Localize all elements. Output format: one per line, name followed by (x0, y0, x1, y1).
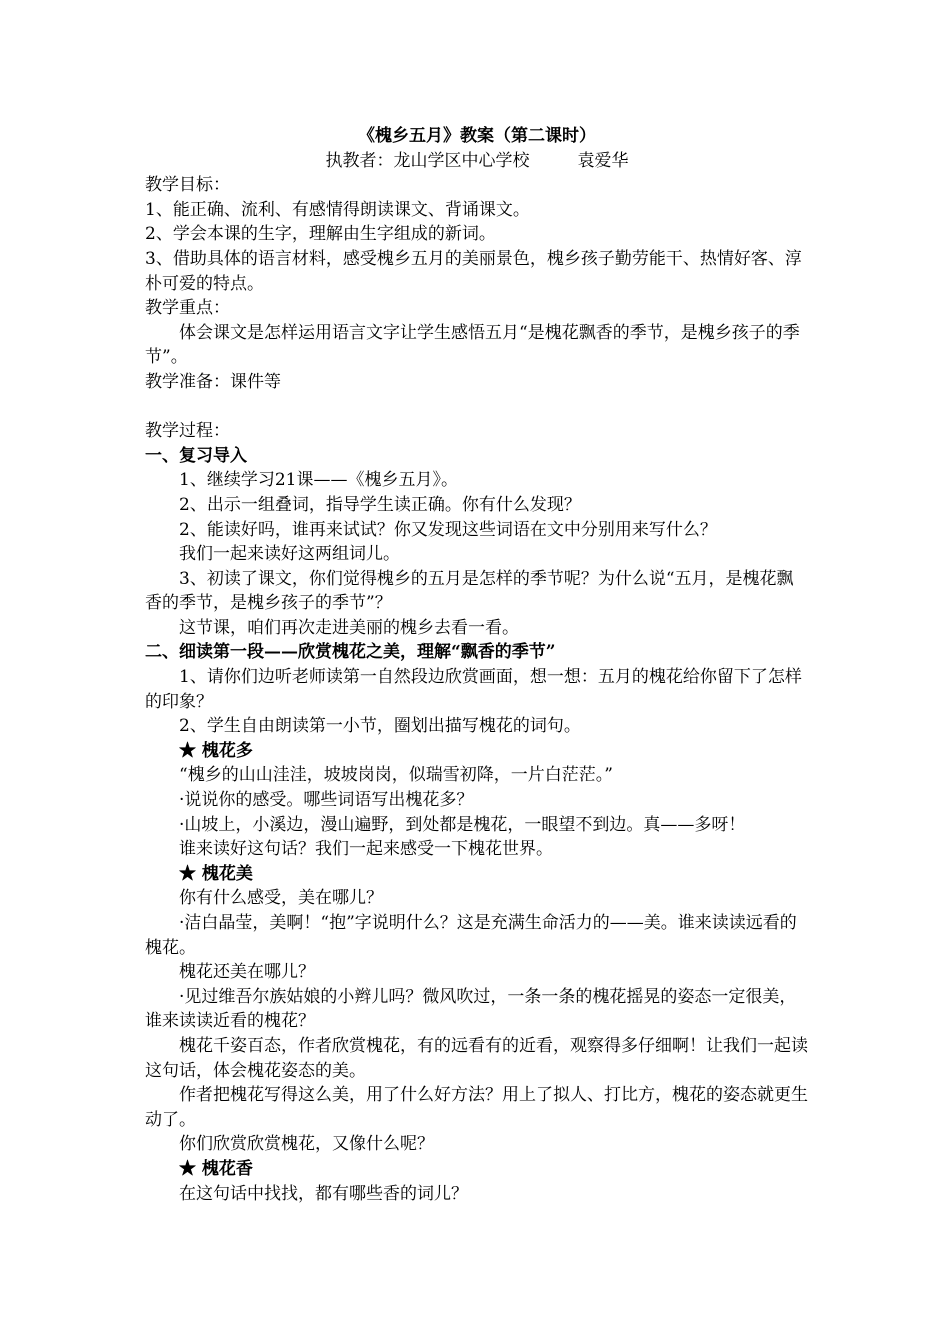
star1-line: “槐乡的山山洼洼，坡坡岗岗，似瑞雪初降，一片白茫茫。” (179, 765, 613, 786)
section1-item: 这节课，咱们再次走进美丽的槐乡去看一看。 (179, 617, 519, 638)
focus-heading: 教学重点： (145, 298, 230, 319)
section1-item: 我们一起来读好这两组词儿。 (179, 544, 400, 565)
star2-line: 槐花千姿百态，作者欣赏槐花，有的远看有的近看，观察得多仔细啊！让我们一起读这句话，体会槐花姿态的美。 (145, 1035, 808, 1081)
star-heading-fragrance: ★ 槐花香 (179, 1158, 253, 1179)
star-heading-more: ★ 槐花多 (179, 740, 253, 761)
focus-text: 体会课文是怎样运用语言文字让学生感悟五月“是槐花飘香的季节，是槐乡孩子的季节”。 (145, 322, 800, 368)
section1-heading: 一、复习导入 (145, 445, 247, 466)
document-title: 《槐乡五月》教案（第二课时） (358, 126, 596, 146)
star2-line: ·洁白晶莹，美啊！“抱”字说明什么？这是充满生命活力的——美。谁来读读远看的槐花。 (145, 913, 797, 958)
star2-line: 槐花还美在哪儿？ (179, 962, 315, 983)
star1-line: 谁来读好这句话？我们一起来感受一下槐花世界。 (179, 839, 553, 860)
star3-line: 在这句话中找找，都有哪些香的词儿？ (179, 1183, 468, 1204)
section2-item: 2、学生自由朗读第一小节，圈划出描写槐花的词句。 (179, 716, 581, 737)
star2-line: 你有什么感受，美在哪儿？ (179, 888, 383, 909)
section1-item: 2、能读好吗，谁再来试试？你又发现这些词语在文中分别用来写什么？ (179, 519, 717, 540)
section2-heading: 二、细读第一段——欣赏槐花之美，理解“飘香的季节” (145, 642, 556, 663)
section1-item: 3、初读了课文，你们觉得槐乡的五月是怎样的季节呢？为什么说“五月，是槐花飘香的季节，是槐乡孩子的季节”？ (145, 568, 794, 614)
star2-line: 你们欣赏欣赏槐花，又像什么呢？ (179, 1134, 434, 1155)
star2-line: ·见过维吾尔族姑娘的小辫儿吗？微风吹过，一条一条的槐花摇晃的姿态一定很美，谁来读读近看的槐花？ (145, 986, 797, 1032)
star1-line: ·说说你的感受。哪些词语写出槐花多？ (179, 790, 474, 811)
star2-line: 作者把槐花写得这么美，用了什么好方法？用上了拟人、打比方，槐花的姿态就更生动了。 (145, 1085, 808, 1130)
objective-item: 3、借助具体的语言材料，感受槐乡五月的美丽景色，槐乡孩子勤劳能干、热情好客、淳朴可爱的特点。 (145, 248, 802, 294)
process-heading: 教学过程： (145, 421, 230, 442)
section2-item: 1、请你们边听老师读第一自然段边欣赏画面，想一想：五月的槐花给你留下了怎样的印象？ (145, 667, 802, 712)
prep-text: 教学准备：课件等 (145, 371, 281, 392)
section1-item: 2、出示一组叠词，指导学生读正确。你有什么发现？ (179, 494, 581, 515)
author-line (145, 149, 809, 174)
star-heading-beauty: ★ 槐花美 (179, 863, 253, 884)
objectives-heading: 教学目标： (145, 175, 230, 196)
lesson-plan-page (145, 124, 809, 1206)
author-name: 袁爱华 (577, 150, 629, 171)
star1-line: ·山坡上，小溪边，漫山遍野，到处都是槐花，一眼望不到边。真——多呀！ (179, 814, 746, 835)
author-label: 执教者：龙山学区中心学校 (325, 150, 530, 171)
section1-item: 1、继续学习21课——《槐乡五月》。 (179, 470, 458, 491)
objective-item: 1、能正确、流利、有感情得朗读课文、背诵课文。 (145, 199, 530, 220)
objective-item: 2、学会本课的生字，理解由生字组成的新词。 (145, 224, 496, 245)
